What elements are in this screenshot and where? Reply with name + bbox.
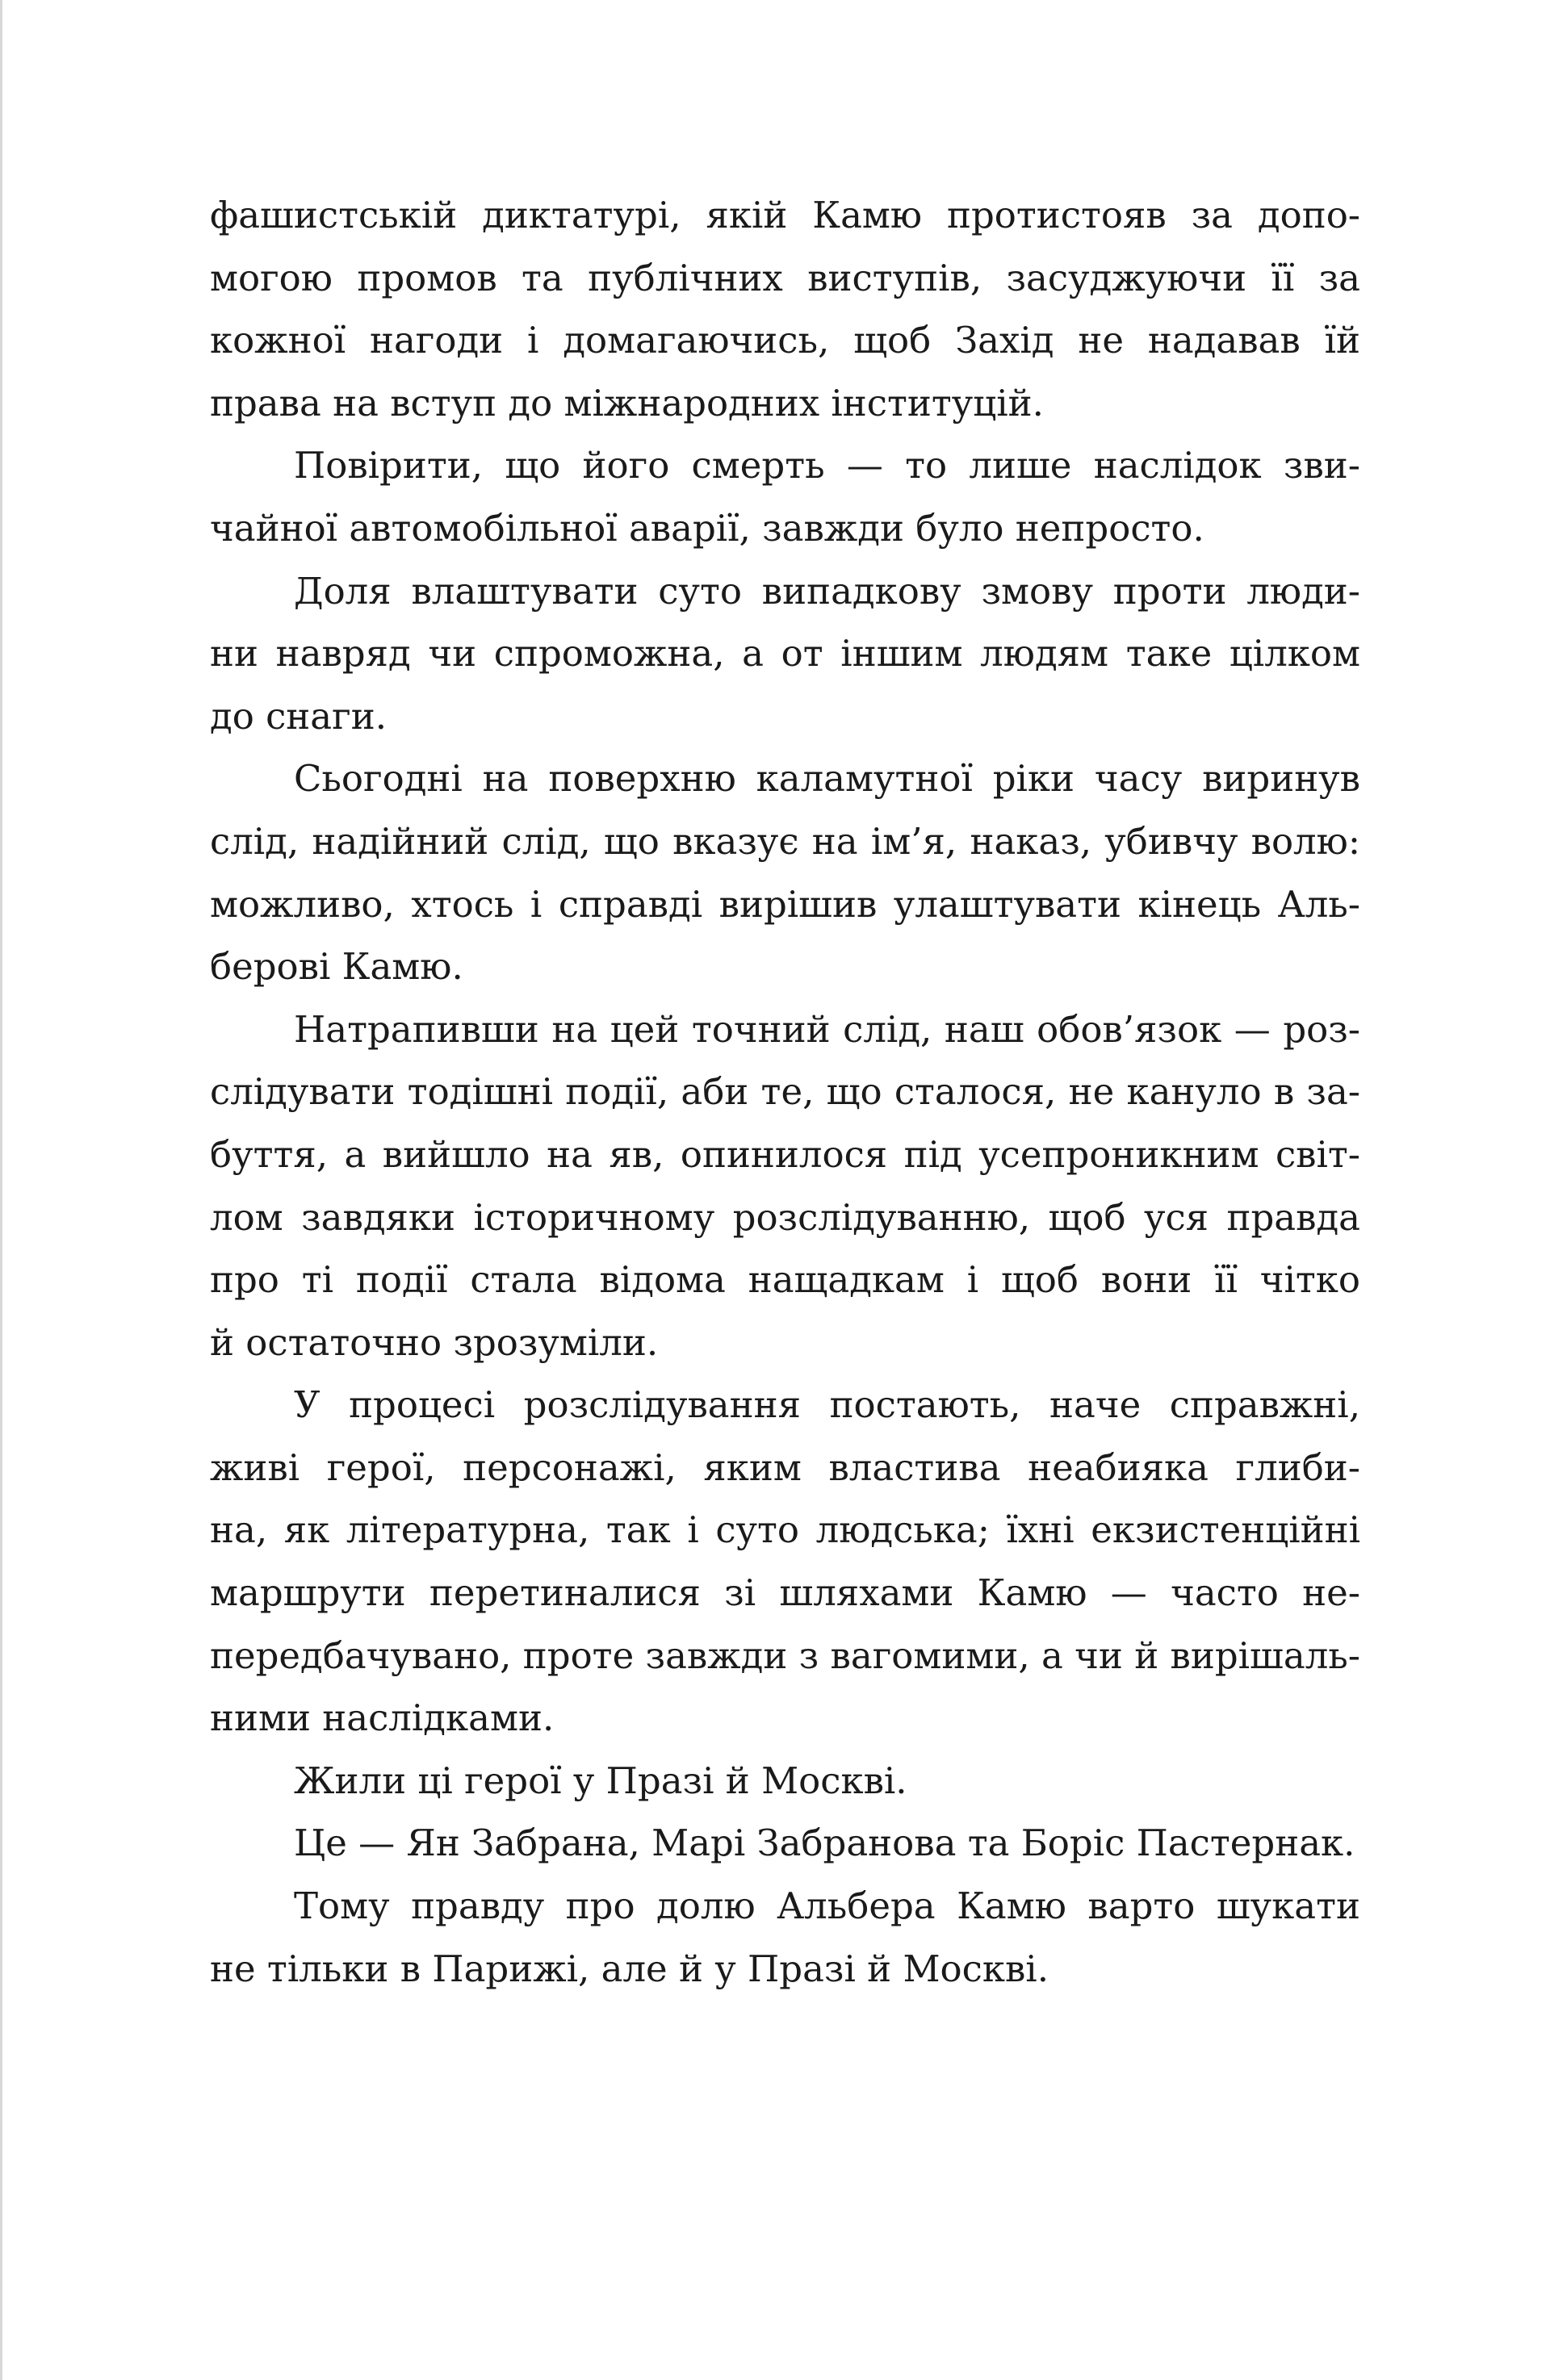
text-line: передбачувано, проте завжди з вагомими, а чи й вирішаль- — [210, 1633, 1360, 1677]
text-line: живі герої, персонажі, яким властива неабияка глиби- — [210, 1445, 1360, 1489]
text-line: слід, надійний слід, що вказує на ім’я, наказ, убивчу волю: — [210, 819, 1360, 863]
text-line: про ті події стала відома нащадкам і щоб вони її чітко — [210, 1258, 1360, 1302]
paragraph-5 — [210, 998, 1360, 1374]
text-line: Доля влаштувати суто випадкову змову проти люди- — [294, 569, 1360, 613]
paragraph-1 — [210, 184, 1360, 434]
text-line: Жили ці герої у Празі й Москві. — [294, 1759, 907, 1802]
text-line: буття, а вийшло на яв, опинилося під усепроникним світ- — [210, 1132, 1360, 1176]
text-line: ними наслідками. — [210, 1696, 555, 1740]
text-line: чайної автомобільної аварії, завжди було непросто. — [210, 506, 1204, 550]
text-line: Повірити, що його смерть — то лише наслідок зви- — [294, 444, 1360, 487]
text-line: слідувати тодішні події, аби те, що сталося, не кануло в за- — [210, 1070, 1360, 1114]
text-line: до снаги. — [210, 694, 388, 738]
text-line: лом завдяки історичному розслідуванню, щоб уся правда — [210, 1195, 1360, 1239]
paragraph-3 — [210, 560, 1360, 748]
text-line: берові Камю. — [210, 945, 463, 989]
text-line: Сьогодні на поверхню каламутної ріки часу виринув — [294, 757, 1360, 801]
text-line: кожної нагоди і домагаючись, щоб Захід не надавав їй — [210, 319, 1360, 362]
paragraph-8 — [210, 1812, 1360, 1875]
text-line: могою промов та публічних виступів, засуджуючи її за — [210, 256, 1360, 299]
text-line: на, як літературна, так і суто людська; їхні екзистенційні — [210, 1508, 1360, 1552]
text-line: права на вступ до міжнародних інституцій. — [210, 381, 1044, 425]
text-line: маршрути перетиналися зі шляхами Камю — часто не- — [210, 1571, 1360, 1615]
text-line: Натрапивши на цей точний слід, наш обов’язок — роз- — [294, 1007, 1360, 1051]
text-line: не тільки в Парижі, але й у Празі й Москві. — [210, 1947, 1049, 1990]
paragraph-9 — [210, 1875, 1360, 2000]
text-line: й остаточно зрозуміли. — [210, 1320, 659, 1364]
paragraph-4 — [210, 747, 1360, 998]
text-line: Це — Ян Забрана, Марі Забранова та Боріс Пастернак. — [294, 1822, 1355, 1865]
text-column — [210, 184, 1360, 2000]
text-line: Тому правду про долю Альбера Камю варто шукати — [294, 1884, 1360, 1928]
paragraph-7 — [210, 1750, 1360, 1813]
page-edge — [0, 0, 2, 2380]
text-line: ни навряд чи спроможна, а от іншим людям таке цілком — [210, 632, 1360, 676]
text-line: У процесі розслідування постають, наче справжні, — [294, 1383, 1360, 1427]
text-line: фашистській диктатурі, якій Камю протистояв за допо- — [210, 194, 1360, 236]
text-line: можливо, хтось і справді вирішив улаштувати кінець Аль- — [210, 882, 1360, 926]
paragraph-2 — [210, 434, 1360, 559]
paragraph-6 — [210, 1374, 1360, 1750]
